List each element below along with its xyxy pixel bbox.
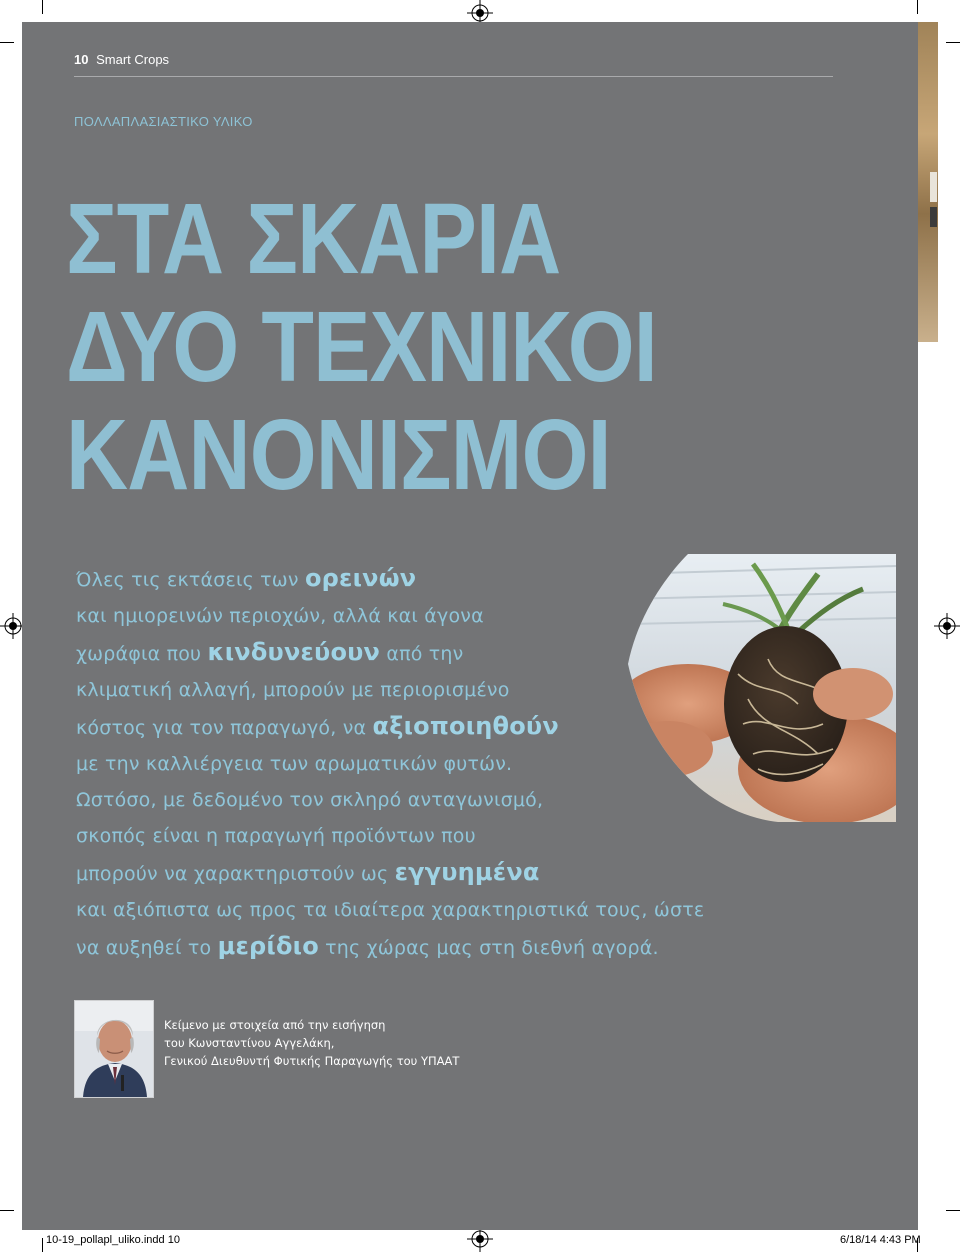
crop-mark (946, 42, 960, 43)
lede-emphasis: κινδυνεύουν (207, 638, 381, 666)
crop-mark (946, 1210, 960, 1211)
author-credit-line: του Κωνσταντίνου Αγγελάκη, (164, 1036, 335, 1050)
running-header (74, 52, 833, 77)
lede-line: Ωστόσο, με δεδομένο τον σκληρό ανταγωνισμό, (76, 789, 544, 811)
lede-line: και ημιορεινών περιοχών, αλλά και άγονα (76, 605, 484, 627)
crop-mark (0, 42, 14, 43)
lede-text: Όλες τις εκτάσεις των (76, 569, 305, 591)
author-credit-line: Κείμενο με στοιχεία από την εισήγηση (164, 1018, 386, 1032)
lede-line: και αξιόπιστα ως προς τα ιδιαίτερα χαρακτηριστικά τους, ώστε (76, 899, 705, 921)
lede-emphasis: μερίδιο (217, 932, 319, 960)
crop-mark (917, 0, 918, 14)
section-label: ΠΟΛΛΑΠΛΑΣΙΑΣΤΙΚΟ ΥΛΙΚΟ (74, 114, 253, 129)
print-date: 6/18/14 4:43 PM (840, 1234, 921, 1246)
lede-text: μπορούν να χαρακτηριστούν ως (76, 863, 395, 885)
author-credit-line: Γενικού Διευθυντή Φυτικής Παραγωγής του ΥΠΑΑΤ (164, 1054, 460, 1068)
headline-line: ΣΤΑ ΣΚΑΡΙΑ (66, 183, 561, 295)
facing-page-photo (918, 22, 938, 342)
lede-line (76, 928, 816, 966)
lede-text: της χώρας μας στη διεθνή αγορά. (318, 937, 659, 959)
headline (66, 185, 754, 509)
page-number: 10 (74, 52, 89, 67)
headline-line: ΚΑΝΟΝΙΣΜΟΙ (66, 399, 611, 511)
crop-mark (42, 1238, 43, 1252)
author-credit (164, 1016, 684, 1070)
crop-mark (0, 1210, 14, 1211)
crop-mark (42, 0, 43, 14)
magazine-name: Smart Crops (96, 52, 170, 67)
lede-text: από την (380, 643, 464, 665)
lede-text: να αυξηθεί το (76, 937, 218, 959)
lede-line (76, 560, 816, 598)
lede-line (76, 634, 816, 672)
lede-emphasis: αξιοποιηθούν (372, 712, 559, 740)
lede-emphasis: ορεινών (304, 564, 417, 592)
lede-text: χωράφια που (76, 643, 208, 665)
lede-paragraph (76, 560, 816, 966)
file-slug: 10-19_pollapl_uliko.indd 10 (46, 1234, 180, 1246)
author-portrait (74, 1000, 154, 1098)
lede-line: με την καλλιέργεια των αρωματικών φυτών. (76, 753, 513, 775)
lede-text: κόστος για τον παραγωγό, να (76, 717, 373, 739)
lede-line: κλιματική αλλαγή, μπορούν με περιορισμένο (76, 679, 510, 701)
lede-line (76, 708, 816, 746)
headline-line: ΔΥΟ ΤΕΧΝΙΚΟΙ (66, 291, 657, 403)
lede-line (76, 854, 816, 892)
lede-line: σκοπός είναι η παραγωγή προϊόντων που (76, 825, 476, 847)
lede-emphasis: εγγυημένα (394, 858, 540, 886)
registration-mark-icon (934, 613, 960, 639)
